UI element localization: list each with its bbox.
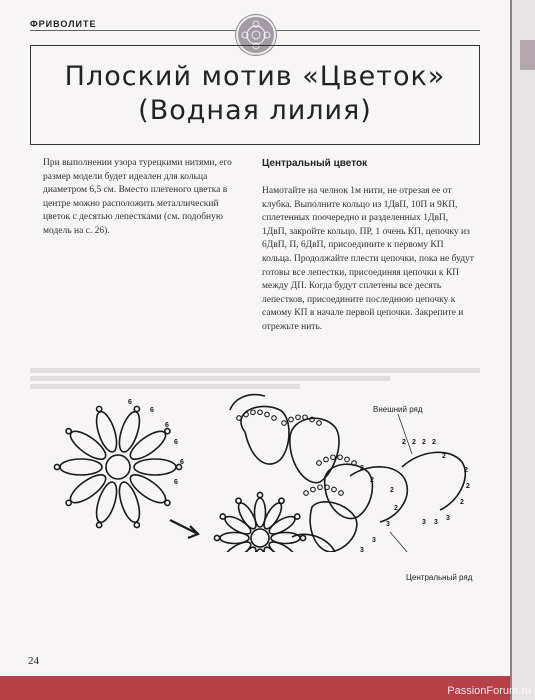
picot: [296, 415, 301, 420]
stitch-count: 3: [360, 547, 364, 552]
picot: [318, 485, 323, 490]
stitch-count: 2: [402, 439, 406, 446]
stitch-count: 6: [174, 479, 178, 486]
petal: [134, 459, 176, 475]
flower-center: [106, 455, 130, 479]
picot: [311, 487, 316, 492]
picot: [304, 491, 309, 496]
picot: [134, 522, 139, 527]
picot: [303, 415, 308, 420]
stitch-count: 3: [434, 519, 438, 526]
adjacent-page-block: [520, 40, 535, 70]
picot: [97, 406, 102, 411]
stitch-count: 2: [360, 465, 364, 472]
stitch-count: 6: [150, 407, 154, 414]
stitch-count: 6: [174, 439, 178, 446]
stitch-count: 2: [412, 439, 416, 446]
picot: [236, 498, 241, 503]
picot: [331, 455, 336, 460]
stitch-count: 6: [165, 422, 169, 429]
stitch-count: 2: [432, 439, 436, 446]
stitch-count: 2: [460, 499, 464, 506]
picot: [289, 417, 294, 422]
petal: [223, 539, 254, 552]
flower-motif-left: [54, 406, 181, 527]
picot: [332, 487, 337, 492]
page-number: 24: [28, 655, 39, 667]
picot: [134, 406, 139, 411]
tatting-diagram: [30, 392, 490, 552]
stitch-count: 2: [466, 483, 470, 490]
stitch-count: 6: [180, 459, 184, 466]
stitch-count: 3: [446, 515, 450, 522]
watermark: PassionForum.ru: [447, 685, 531, 697]
picot: [324, 457, 329, 462]
stitch-count: 2: [442, 453, 446, 460]
picot: [165, 500, 170, 505]
picot: [257, 492, 262, 497]
stitch-count: 2: [370, 477, 374, 484]
title-box: [30, 45, 480, 145]
picot: [272, 416, 277, 421]
center-row-label: Центральный ряд: [406, 573, 473, 582]
direction-arrow-icon: [170, 520, 198, 538]
outer-row-label: Внешний ряд: [373, 405, 423, 414]
flower-center: [251, 529, 269, 547]
picot: [54, 464, 59, 469]
picot: [265, 412, 270, 417]
picot: [339, 491, 344, 496]
picot: [66, 429, 71, 434]
page-title: Плоский мотив «Цветок»: [64, 61, 446, 92]
petal: [92, 409, 120, 454]
picot: [220, 514, 225, 519]
stitch-count: 3: [372, 537, 376, 544]
picot: [338, 455, 343, 460]
picot: [251, 410, 256, 415]
stitch-count: 2: [390, 487, 394, 494]
picot: [317, 461, 322, 466]
stitch-count: 3: [386, 521, 390, 528]
petal: [115, 409, 143, 454]
picot: [97, 522, 102, 527]
picot: [345, 457, 350, 462]
stitch-count: 6: [128, 399, 132, 406]
page-subtitle: (Водная лилия): [138, 95, 372, 126]
stitch-count: 2: [464, 467, 468, 474]
bottom-strip: [0, 676, 510, 700]
faint-background-text: [30, 365, 480, 390]
picot: [66, 500, 71, 505]
intro-paragraph: При выполнении узора турецкими нитями, его размер модели будет идеален для кольца диаметром 6,5 см. Вместо плетеного цветка в центре можно расположить металлический цветок с десятью лепестками (см. подобную модель на с. 26).: [43, 158, 232, 236]
petal: [115, 480, 143, 525]
section-label: ФРИВОЛИТЕ: [30, 19, 97, 29]
petal: [92, 480, 120, 525]
stitch-count: 2: [422, 439, 426, 446]
picot: [165, 429, 170, 434]
picot: [237, 416, 242, 421]
picot: [317, 421, 322, 426]
picot: [214, 535, 219, 540]
stitch-count: 2: [394, 505, 398, 512]
stitch-count: 3: [422, 519, 426, 526]
instructions-paragraph: Намотайте на челнок 1м нити, не отрезая ее от клубка. Выполните кольцо из 1ДвП, 10П и 9КП, сплетенных поочередно и разделенных 1ДвП, 1ДвП, закройте кольцо. ПР, 1 очень КП, цепочку из 6ДвП, П, 6ДвП, присоедините к первому КП кольца. Продолжайте плести цепочки, пока не будут готовы все лепестки, присоединяя цепочки к КП между ДП. Когда будут сплетены все десять лепестков, присоедините последнюю цепочку к самому КП в начале первой цепочки. Закрепите и отрежьте нить.: [262, 186, 474, 332]
picot: [295, 514, 300, 519]
adjacent-page-edge: [510, 0, 535, 700]
picot: [300, 535, 305, 540]
section-heading: Центральный цветок: [262, 158, 368, 169]
picot: [258, 410, 263, 415]
picot: [279, 498, 284, 503]
petal: [60, 459, 102, 475]
flower-motif-center: [214, 492, 305, 552]
picot: [282, 421, 287, 426]
